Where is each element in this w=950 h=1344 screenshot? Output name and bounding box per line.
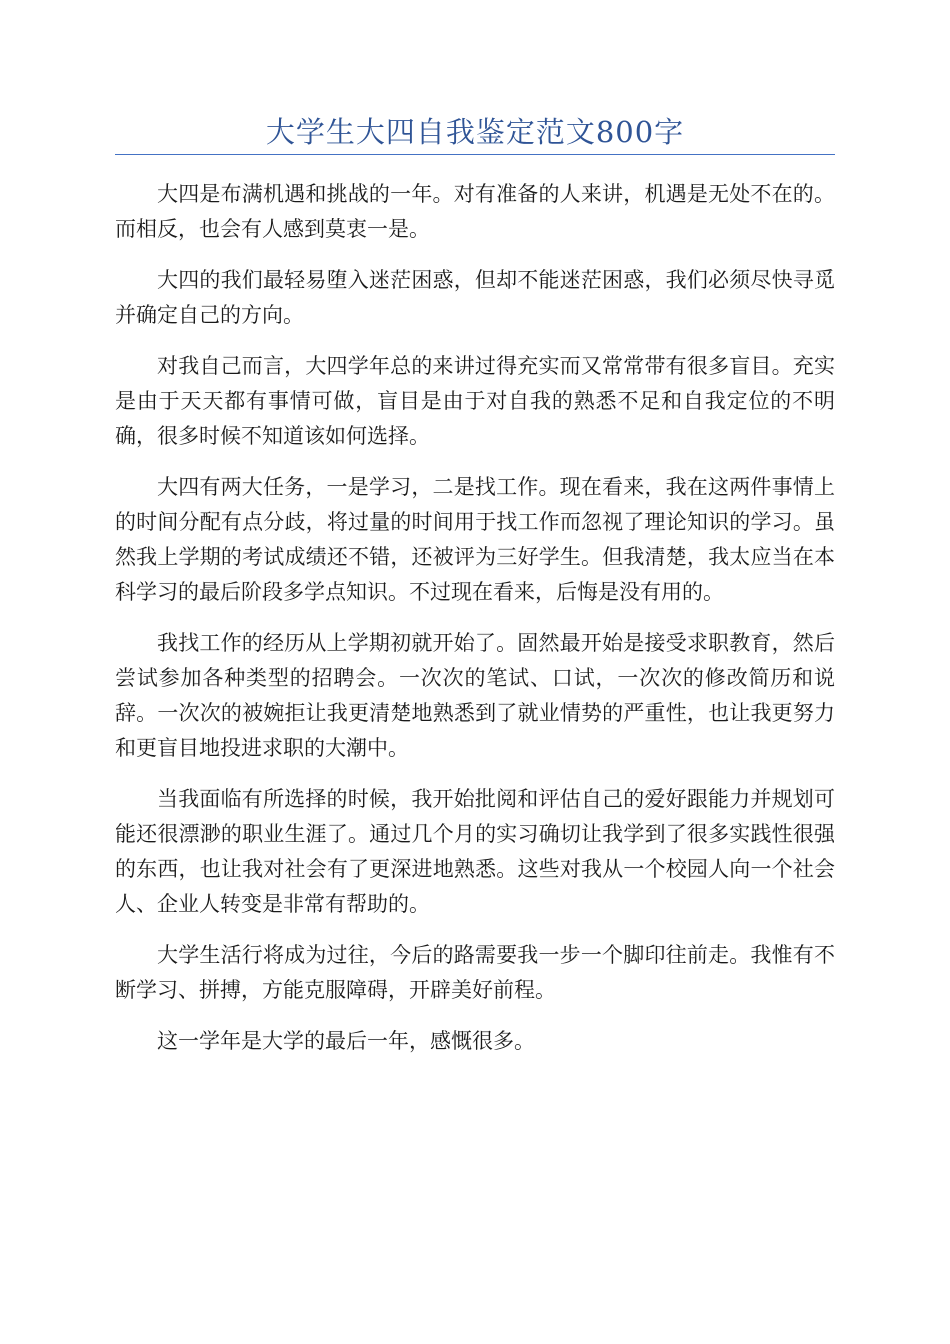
document-title: 大学生大四自我鉴定范文800字 [265,115,685,149]
paragraph-1: 大四是布满机遇和挑战的一年。对有准备的人来讲，机遇是无处不在的。而相反，也会有人感到莫衷一是。 [115,182,835,241]
paragraph-8: 这一学年是大学的最后一年，感慨很多。 [157,1029,535,1053]
paragraph-6: 当我面临有所选择的时候，我开始批阅和评估自己的爱好跟能力并规划可能还很漂渺的职业生涯了。通过几个月的实习确切让我学到了很多实践性很强的东西，也让我对社会有了更深进地熟悉。这些对我从一个校园人向一个社会人、企业人转变是非常有帮助的。 [115,787,835,916]
paragraph-4: 大四有两大任务，一是学习，二是找工作。现在看来，我在这两件事情上的时间分配有点分歧，将过量的时间用于找工作而忽视了理论知识的学习。虽然我上学期的考试成绩还不错，还被评为三好学生。但我清楚，我太应当在本科学习的最后阶段多学点知识。不过现在看来，后悔是没有用的。 [115,475,835,604]
title-underline [115,154,835,155]
paragraph-5: 我找工作的经历从上学期初就开始了。固然最开始是接受求职教育，然后尝试参加各种类型的招聘会。一次次的笔试、口试，一次次的修改简历和说辞。一次次的被婉拒让我更清楚地熟悉到了就业情势的严重性，也让我更努力和更盲目地投进求职的大潮中。 [115,631,835,760]
paragraph-3: 对我自己而言，大四学年总的来讲过得充实而又常常带有很多盲目。充实是由于天天都有事情可做，盲目是由于对自我的熟悉不足和自我定位的不明确，很多时候不知道该如何选择。 [115,354,835,448]
paragraph-7: 大学生活行将成为过往，今后的路需要我一步一个脚印往前走。我惟有不断学习、拼搏，方能克服障碍，开辟美好前程。 [115,943,835,1002]
paragraph-2: 大四的我们最轻易堕入迷茫困惑，但却不能迷茫困惑，我们必须尽快寻觅并确定自己的方向。 [115,268,835,327]
document-page [115,0,835,1344]
document-body [115,177,835,1075]
